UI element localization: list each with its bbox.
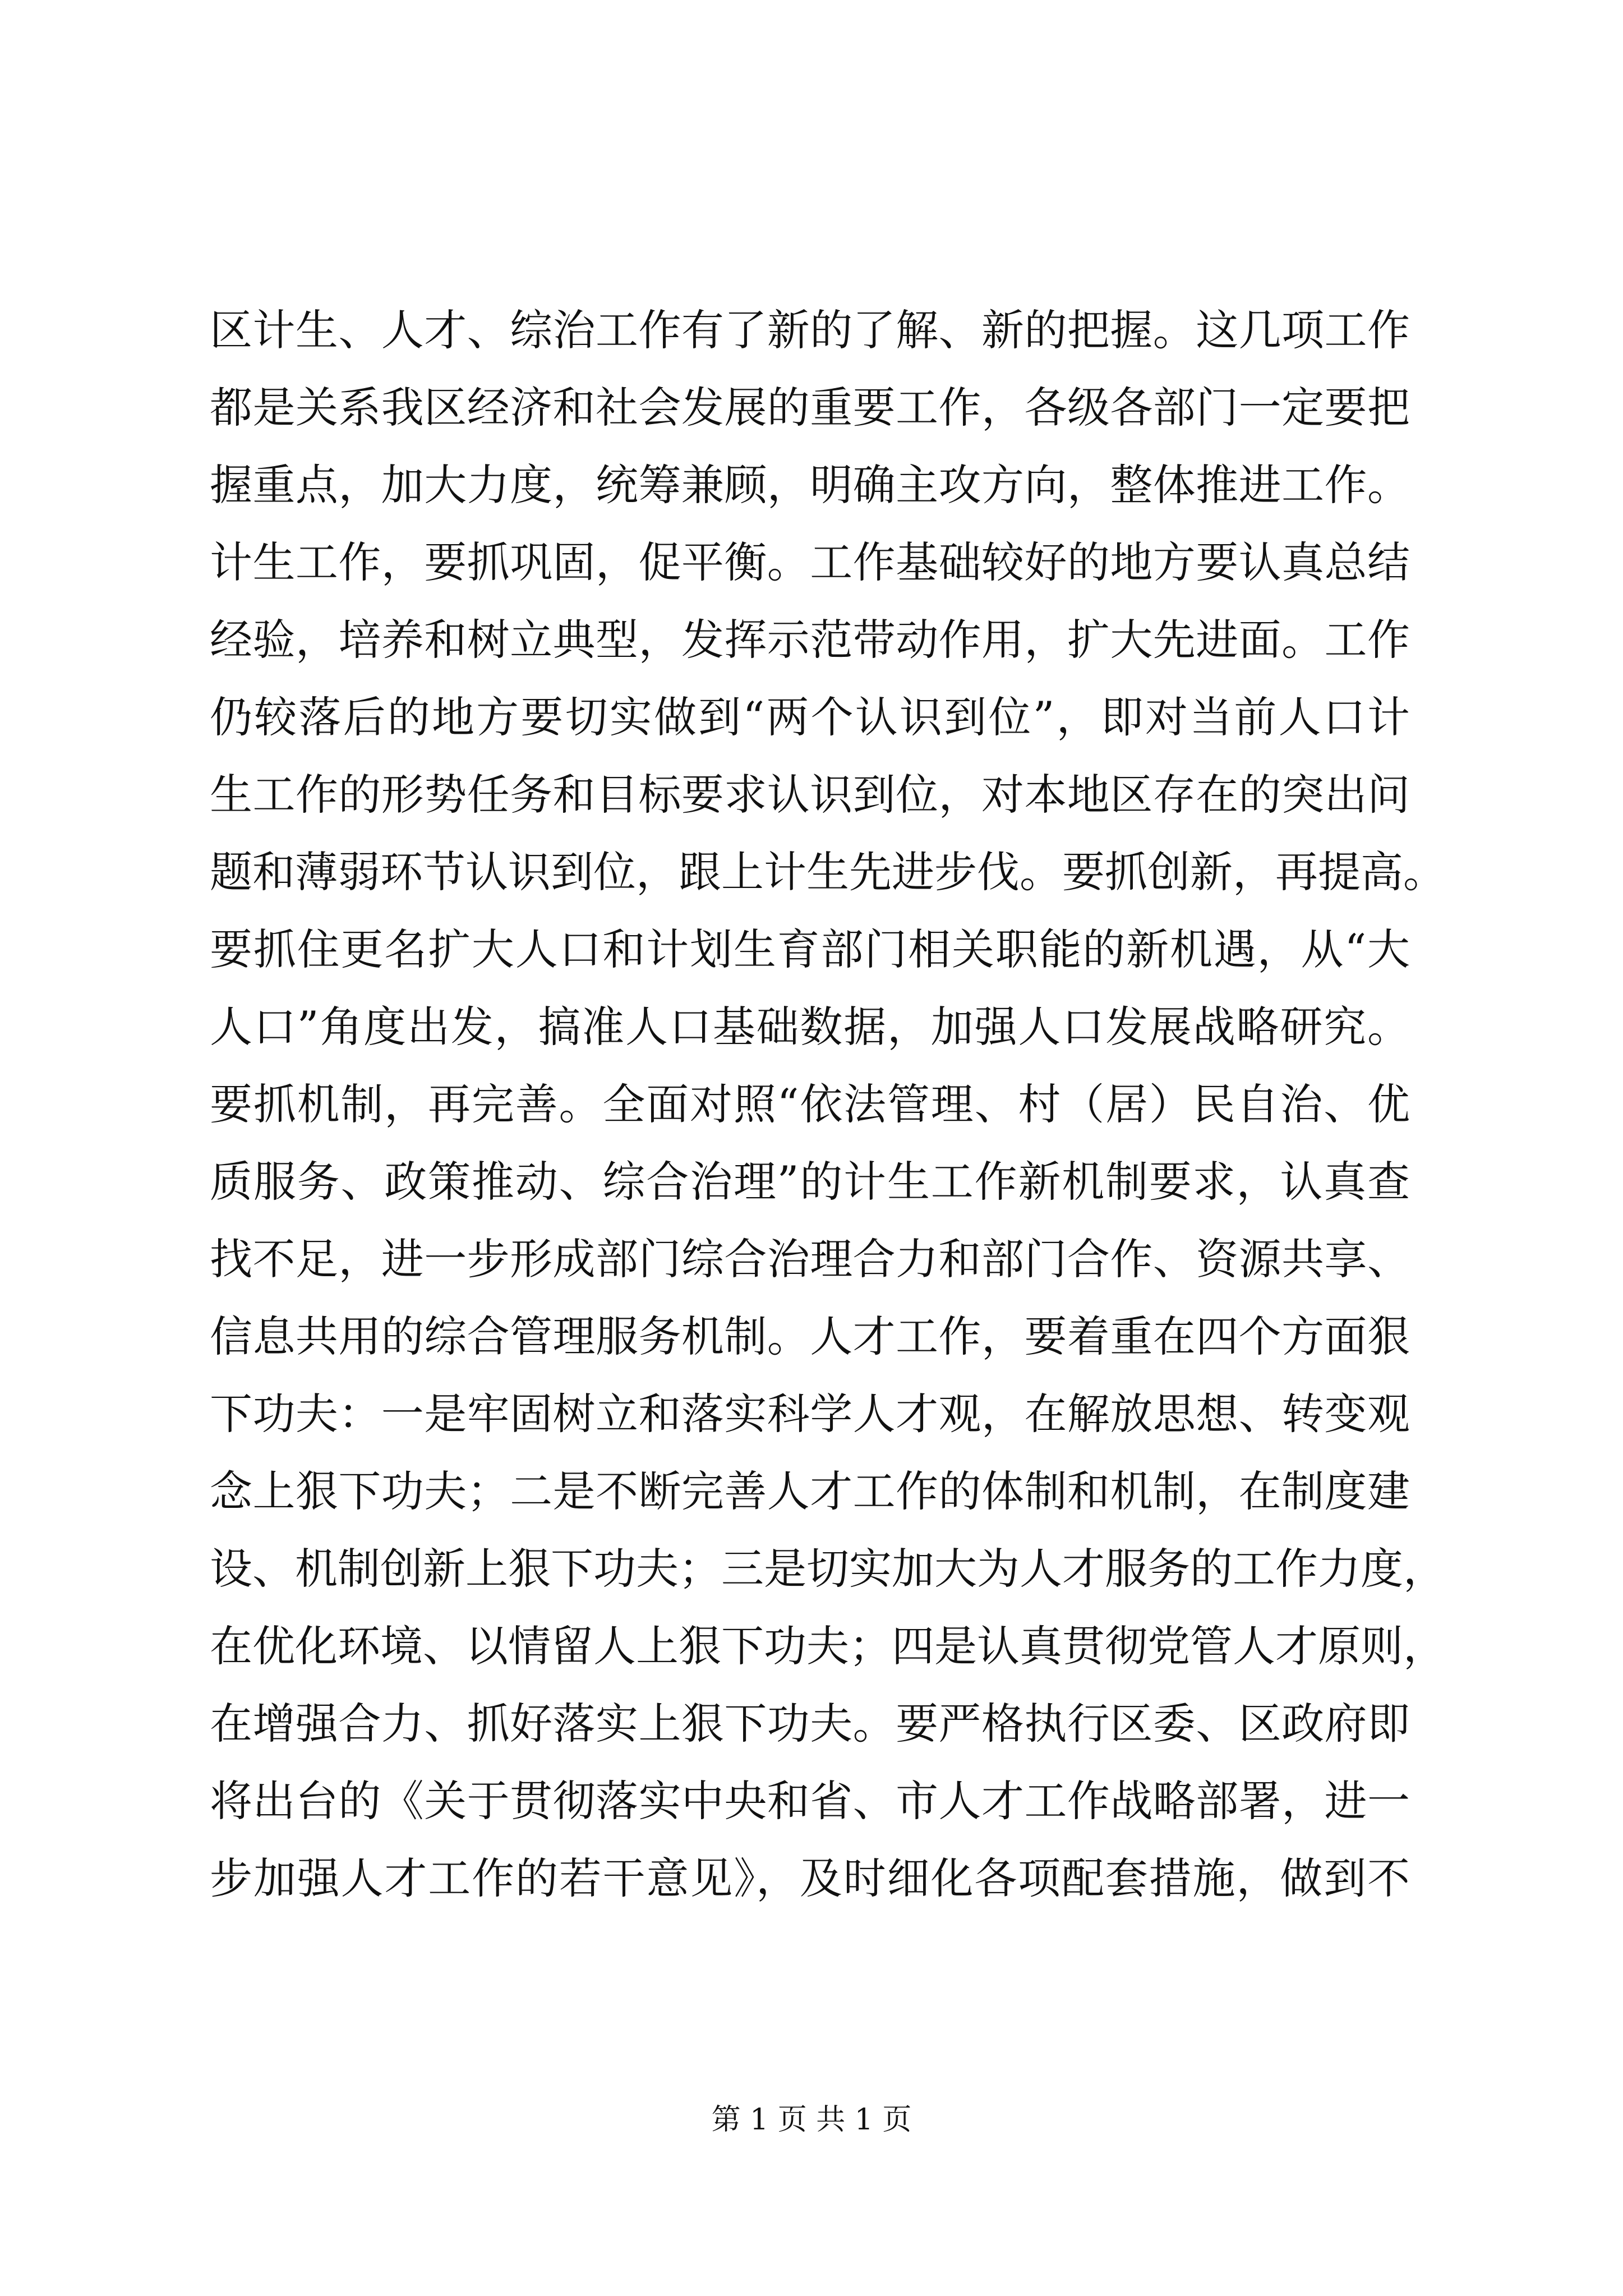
- text-line: 要抓住更名扩大人口和计划生育部门相关职能的新机遇，从“大: [210, 924, 1410, 974]
- text-line: 都是关系我区经济和社会发展的重要工作，各级各部门一定要把: [210, 383, 1410, 432]
- text-line: 仍较落后的地方要切实做到“两个认识到位”，即对当前人口计: [210, 692, 1410, 742]
- text-line: 区计生、人才、综治工作有了新的了解、新的把握。这几项工作: [210, 305, 1410, 355]
- text-line: 质服务、政策推动、综合治理”的计生工作新机制要求，认真查: [210, 1157, 1410, 1207]
- text-line: 人口”角度出发，搞准人口基础数据，加强人口发展战略研究。: [210, 1002, 1410, 1052]
- text-line: 在增强合力、抓好落实上狠下功夫。要严格执行区委、区政府即: [210, 1699, 1410, 1749]
- text-line: 将出台的《关于贯彻落实中央和省、市人才工作战略部署，进一: [210, 1776, 1410, 1826]
- text-line: 计生工作，要抓巩固，促平衡。工作基础较好的地方要认真总结: [210, 537, 1410, 587]
- body-text: [210, 292, 1446, 1917]
- text-line: 设、机制创新上狠下功夫；三是切实加大为人才服务的工作力度，: [210, 1544, 1446, 1594]
- text-line: 经验，培养和树立典型，发挥示范带动作用，扩大先进面。工作: [210, 615, 1410, 665]
- text-line: 要抓机制，再完善。全面对照“依法管理、村（居）民自治、优: [210, 1079, 1410, 1129]
- text-line: 找不足，进一步形成部门综合治理合力和部门合作、资源共享、: [210, 1234, 1410, 1284]
- text-line: 在优化环境、以情留人上狠下功夫；四是认真贯彻党管人才原则，: [210, 1621, 1446, 1671]
- page-footer: 第 1 页 共 1 页: [711, 2103, 912, 2137]
- text-line: 下功夫：一是牢固树立和落实科学人才观，在解放思想、转变观: [210, 1389, 1410, 1439]
- text-line: 握重点，加大力度，统筹兼顾，明确主攻方向，整体推进工作。: [210, 460, 1410, 510]
- text-line: 步加强人才工作的若干意见》，及时细化各项配套措施，做到不: [210, 1853, 1410, 1903]
- text-line: 信息共用的综合管理服务机制。人才工作，要着重在四个方面狠: [210, 1312, 1410, 1361]
- text-line: 生工作的形势任务和目标要求认识到位，对本地区存在的突出问: [210, 770, 1410, 820]
- text-line: 题和薄弱环节认识到位，跟上计生先进步伐。要抓创新，再提高。: [210, 847, 1446, 897]
- text-line: 念上狠下功夫；二是不断完善人才工作的体制和机制，在制度建: [210, 1466, 1410, 1516]
